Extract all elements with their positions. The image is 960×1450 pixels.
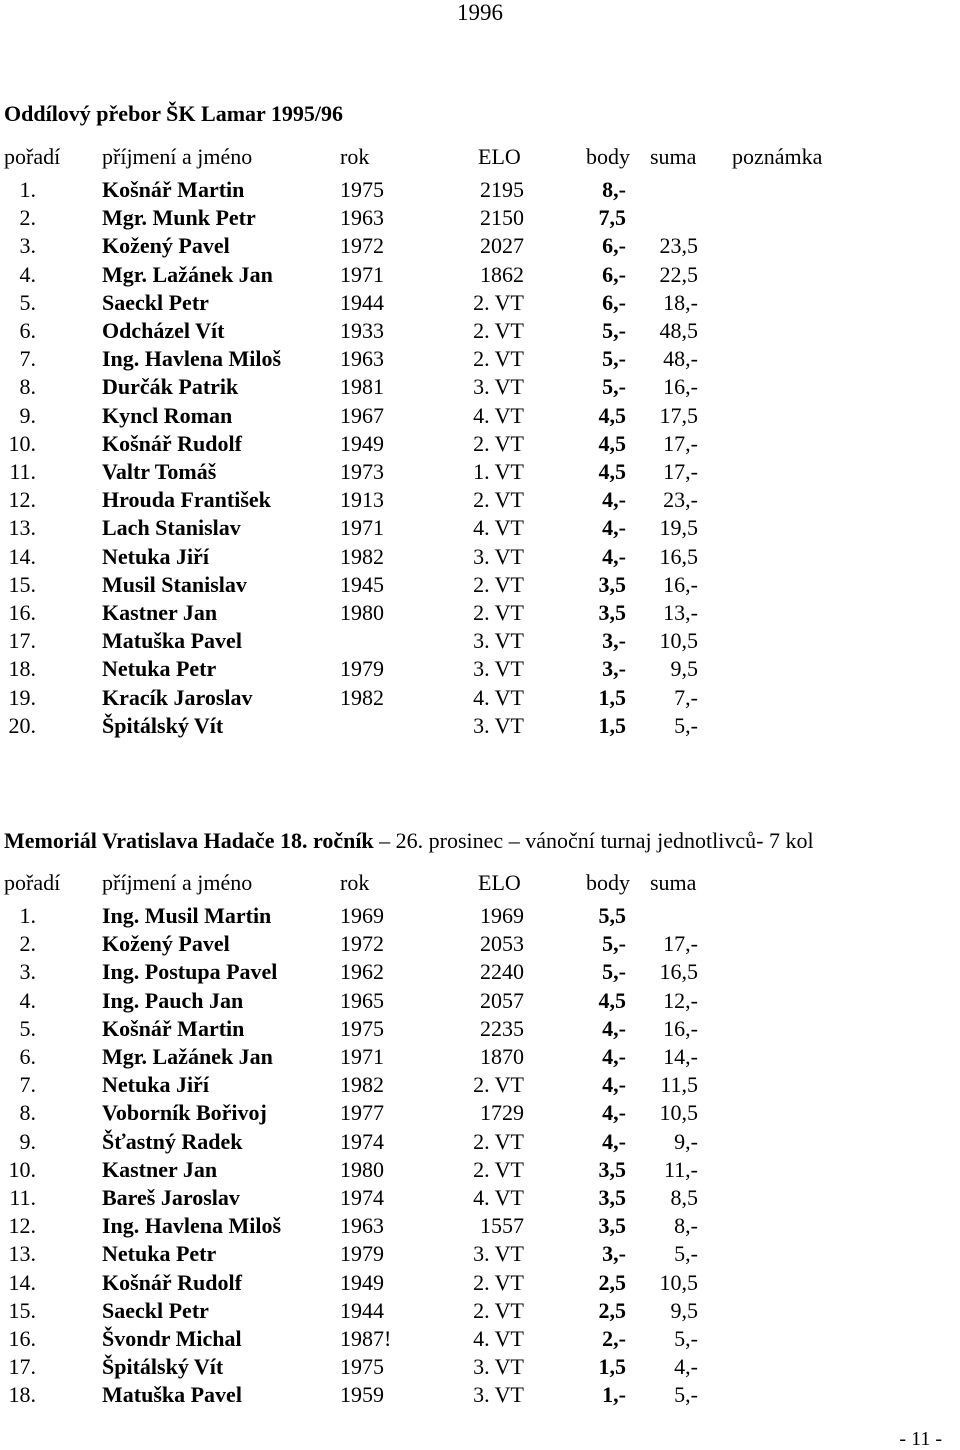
year-cell: 1963 — [340, 205, 384, 231]
elo-cell: 4. VT — [473, 1185, 524, 1210]
name-cell: Matuška Pavel — [102, 1382, 242, 1408]
name-cell: Netuka Jiří — [102, 543, 209, 569]
points-cell: 6,- — [602, 289, 626, 315]
year-cell: 1945 — [340, 571, 384, 597]
sum-cell: 22,5 — [659, 261, 698, 287]
sum-cell: 16,- — [663, 374, 698, 400]
rank-cell: 10. — [8, 430, 36, 456]
table-row — [0, 430, 960, 458]
table-row — [0, 373, 960, 401]
table-row — [0, 627, 960, 655]
year-cell: 1982 — [340, 543, 384, 569]
name-cell: Netuka Petr — [102, 656, 217, 682]
sum-cell: 48,5 — [659, 318, 698, 343]
table-row — [0, 599, 960, 627]
name-cell: Mgr. Lažánek Jan — [102, 1044, 273, 1069]
header-points: body — [586, 870, 630, 895]
points-cell: 3,5 — [598, 1156, 626, 1182]
points-cell: 4,- — [602, 1072, 626, 1098]
elo-cell: 2240 — [480, 959, 524, 985]
sum-cell: 48,- — [663, 346, 698, 372]
table-row — [0, 458, 960, 486]
name-cell: Mgr. Munk Petr — [102, 205, 256, 231]
points-cell: 3,5 — [598, 1185, 626, 1210]
elo-cell: 3. VT — [473, 374, 524, 400]
elo-cell: 2. VT — [473, 1297, 524, 1323]
year-cell: 1913 — [340, 487, 384, 513]
rank-cell: 14. — [8, 1269, 36, 1295]
elo-cell: 1. VT — [473, 459, 524, 484]
table-row — [0, 232, 960, 260]
name-cell: Kracík Jaroslav — [102, 684, 253, 710]
sum-cell: 10,5 — [659, 1100, 698, 1126]
name-cell: Netuka Jiří — [102, 1072, 209, 1098]
name-cell: Bareš Jaroslav — [102, 1185, 240, 1210]
rank-cell: 4. — [19, 987, 36, 1013]
elo-cell: 1557 — [480, 1213, 524, 1239]
year-cell: 1944 — [340, 289, 384, 315]
name-cell: Hrouda František — [102, 487, 271, 513]
name-cell: Voborník Bořivoj — [102, 1100, 267, 1126]
sum-cell: 5,- — [674, 712, 698, 738]
rank-cell: 6. — [19, 318, 36, 343]
year-cell: 1933 — [340, 318, 384, 343]
rank-cell: 16. — [8, 1326, 36, 1351]
points-cell: 1,5 — [598, 1354, 626, 1380]
elo-cell: 3. VT — [473, 543, 524, 569]
section2-title-bold: Memoriál Vratislava Hadače 18. ročník — [4, 828, 374, 853]
points-cell: 7,5 — [598, 205, 626, 231]
rank-cell: 4. — [19, 261, 36, 287]
points-cell: 5,5 — [598, 903, 626, 928]
table-row — [0, 204, 960, 232]
sum-cell: 13,- — [663, 600, 698, 625]
name-cell: Musil Stanislav — [102, 571, 247, 597]
year-cell: 1980 — [340, 1156, 384, 1182]
rank-cell: 3. — [19, 233, 36, 259]
name-cell: Netuka Petr — [102, 1241, 217, 1267]
points-cell: 5,- — [602, 374, 626, 400]
rank-cell: 18. — [8, 1382, 36, 1408]
name-cell: Ing. Postupa Pavel — [102, 959, 278, 985]
rank-cell: 14. — [8, 543, 36, 569]
table-row — [0, 930, 960, 958]
table-row — [0, 1297, 960, 1325]
year-cell: 1975 — [340, 1015, 384, 1041]
sum-cell: 8,- — [674, 1213, 698, 1239]
points-cell: 4,- — [602, 487, 626, 513]
points-cell: 5,- — [602, 959, 626, 985]
header-elo: ELO — [478, 144, 521, 169]
year-cell: 1977 — [340, 1100, 384, 1126]
year-cell: 1959 — [340, 1382, 384, 1408]
rank-cell: 5. — [19, 1015, 36, 1041]
page-number: - 11 - — [899, 1428, 942, 1450]
name-cell: Kyncl Roman — [102, 402, 233, 428]
rank-cell: 7. — [19, 1072, 36, 1098]
name-cell: Špitálský Vít — [102, 712, 224, 738]
elo-cell: 4. VT — [473, 684, 524, 710]
elo-cell: 2. VT — [473, 600, 524, 625]
sum-cell: 10,5 — [659, 628, 698, 654]
table-row — [0, 289, 960, 317]
points-cell: 4,5 — [598, 402, 626, 428]
points-cell: 4,5 — [598, 459, 626, 484]
sum-cell: 9,- — [674, 1128, 698, 1154]
elo-cell: 2. VT — [473, 487, 524, 513]
elo-cell: 4. VT — [473, 1326, 524, 1351]
elo-cell: 2235 — [480, 1015, 524, 1041]
table-row — [0, 1071, 960, 1099]
points-cell: 2,- — [602, 1326, 626, 1351]
header-note: poznámka — [732, 144, 823, 169]
name-cell: Ing. Havlena Miloš — [102, 346, 282, 372]
rank-cell: 8. — [19, 1100, 36, 1126]
rank-cell: 17. — [8, 1354, 36, 1380]
rank-cell: 9. — [19, 402, 36, 428]
rank-cell: 18. — [8, 656, 36, 682]
sum-cell: 12,- — [663, 987, 698, 1013]
name-cell: Kožený Pavel — [102, 931, 230, 957]
points-cell: 3,5 — [598, 600, 626, 625]
rank-cell: 6. — [19, 1044, 36, 1069]
sum-cell: 23,5 — [659, 233, 698, 259]
table-row — [0, 317, 960, 345]
points-cell: 2,5 — [598, 1269, 626, 1295]
name-cell: Lach Stanislav — [102, 515, 241, 541]
rank-cell: 1. — [19, 903, 36, 928]
elo-cell: 4. VT — [473, 515, 524, 541]
rank-cell: 10. — [8, 1156, 36, 1182]
year-cell: 1981 — [340, 374, 384, 400]
sum-cell: 11,- — [663, 1156, 698, 1182]
name-cell: Švondr Michal — [102, 1326, 242, 1351]
elo-cell: 2150 — [480, 205, 524, 231]
name-cell: Košnář Martin — [102, 177, 245, 202]
elo-cell: 2. VT — [473, 1269, 524, 1295]
rank-cell: 7. — [19, 346, 36, 372]
year-cell: 1982 — [340, 1072, 384, 1098]
elo-cell: 2. VT — [473, 318, 524, 343]
table-row — [0, 486, 960, 514]
elo-cell: 2. VT — [473, 346, 524, 372]
elo-cell: 3. VT — [473, 628, 524, 654]
year-cell: 1969 — [340, 903, 384, 928]
rank-cell: 8. — [19, 374, 36, 400]
table-row — [0, 902, 960, 930]
sum-cell: 17,- — [663, 931, 698, 957]
sum-cell: 18,- — [663, 289, 698, 315]
elo-cell: 3. VT — [473, 1241, 524, 1267]
name-cell: Matuška Pavel — [102, 628, 242, 654]
points-cell: 6,- — [602, 233, 626, 259]
elo-cell: 3. VT — [473, 1354, 524, 1380]
year-cell: 1982 — [340, 684, 384, 710]
points-cell: 6,- — [602, 261, 626, 287]
table-row — [0, 684, 960, 712]
rank-cell: 2. — [19, 931, 36, 957]
rank-cell: 13. — [8, 515, 36, 541]
header-year: rok — [340, 870, 370, 895]
sum-cell: 16,- — [663, 571, 698, 597]
elo-cell: 1862 — [480, 261, 524, 287]
table-row — [0, 402, 960, 430]
year-cell: 1962 — [340, 959, 384, 985]
points-cell: 4,5 — [598, 987, 626, 1013]
points-cell: 4,- — [602, 1015, 626, 1041]
rank-cell: 20. — [8, 712, 36, 738]
rank-cell: 9. — [19, 1128, 36, 1154]
year-cell: 1971 — [340, 515, 384, 541]
sum-cell: 17,- — [663, 459, 698, 484]
name-cell: Kastner Jan — [102, 600, 218, 625]
sum-cell: 16,5 — [659, 959, 698, 985]
year-cell: 1963 — [340, 346, 384, 372]
sum-cell: 19,5 — [659, 515, 698, 541]
rank-cell: 13. — [8, 1241, 36, 1267]
section2-title-rest: – 26. prosinec – vánoční turnaj jednotlivců- 7 kol — [373, 828, 814, 853]
name-cell: Valtr Tomáš — [102, 459, 217, 484]
elo-cell: 3. VT — [473, 712, 524, 738]
year-cell: 1971 — [340, 261, 384, 287]
elo-cell: 1870 — [480, 1044, 524, 1069]
elo-cell: 2. VT — [473, 571, 524, 597]
elo-cell: 2027 — [480, 233, 524, 259]
name-cell: Kožený Pavel — [102, 233, 230, 259]
table-row — [0, 1184, 960, 1212]
rank-cell: 15. — [8, 571, 36, 597]
table-row — [0, 1043, 960, 1071]
sum-cell: 11,5 — [660, 1072, 698, 1098]
section1-header-row — [0, 143, 960, 171]
sum-cell: 9,5 — [670, 1297, 698, 1323]
elo-cell: 2. VT — [473, 289, 524, 315]
rank-cell: 1. — [19, 177, 36, 202]
points-cell: 4,- — [602, 1100, 626, 1126]
table-row — [0, 543, 960, 571]
rank-cell: 15. — [8, 1297, 36, 1323]
year-cell: 1963 — [340, 1213, 384, 1239]
elo-cell: 3. VT — [473, 656, 524, 682]
header-elo: ELO — [478, 870, 521, 895]
year-cell: 1979 — [340, 1241, 384, 1267]
table-row — [0, 712, 960, 740]
points-cell: 3,5 — [598, 1213, 626, 1239]
year-cell: 1975 — [340, 1354, 384, 1380]
header-sum: suma — [650, 144, 697, 169]
rank-cell: 19. — [8, 684, 36, 710]
rank-cell: 11. — [9, 459, 36, 484]
header-year: rok — [340, 144, 370, 169]
points-cell: 5,- — [602, 931, 626, 957]
table-row — [0, 261, 960, 289]
section2-header-row — [0, 869, 960, 897]
name-cell: Šťastný Radek — [102, 1128, 243, 1154]
sum-cell: 5,- — [674, 1382, 698, 1408]
points-cell: 4,- — [602, 1128, 626, 1154]
elo-cell: 2. VT — [473, 1156, 524, 1182]
elo-cell: 2057 — [480, 987, 524, 1013]
header-sum: suma — [650, 870, 697, 895]
table-row — [0, 176, 960, 204]
name-cell: Ing. Havlena Miloš — [102, 1213, 282, 1239]
name-cell: Košnář Rudolf — [102, 430, 242, 456]
points-cell: 1,5 — [598, 684, 626, 710]
table-row — [0, 958, 960, 986]
points-cell: 4,- — [602, 1044, 626, 1069]
table-row — [0, 1156, 960, 1184]
sum-cell: 4,- — [674, 1354, 698, 1380]
rank-cell: 12. — [8, 487, 36, 513]
table-row — [0, 1099, 960, 1127]
year-cell: 1987! — [340, 1326, 392, 1351]
year-cell: 1967 — [340, 402, 384, 428]
table-row — [0, 571, 960, 599]
points-cell: 3,- — [602, 1241, 626, 1267]
name-cell: Saeckl Petr — [102, 289, 209, 315]
sum-cell: 23,- — [663, 487, 698, 513]
sum-cell: 14,- — [663, 1044, 698, 1069]
sum-cell: 17,- — [663, 430, 698, 456]
name-cell: Špitálský Vít — [102, 1354, 224, 1380]
table-row — [0, 1240, 960, 1268]
points-cell: 4,- — [602, 543, 626, 569]
year-cell: 1972 — [340, 233, 384, 259]
name-cell: Durčák Patrik — [102, 374, 239, 400]
points-cell: 3,- — [602, 628, 626, 654]
elo-cell: 2053 — [480, 931, 524, 957]
sum-cell: 16,- — [663, 1015, 698, 1041]
name-cell: Košnář Martin — [102, 1015, 245, 1041]
header-name: příjmení a jméno — [102, 144, 253, 169]
year-cell: 1971 — [340, 1044, 384, 1069]
year-cell: 1974 — [340, 1185, 384, 1210]
elo-cell: 2195 — [480, 177, 524, 202]
rank-cell: 2. — [19, 205, 36, 231]
elo-cell: 4. VT — [473, 402, 524, 428]
sum-cell: 17,5 — [659, 402, 698, 428]
table-row — [0, 514, 960, 542]
name-cell: Saeckl Petr — [102, 1297, 209, 1323]
elo-cell: 2. VT — [473, 1128, 524, 1154]
name-cell: Odcházel Vít — [102, 318, 225, 343]
table-row — [0, 1269, 960, 1297]
header-rank: pořadí — [4, 870, 61, 895]
points-cell: 3,- — [602, 656, 626, 682]
elo-cell: 2. VT — [473, 430, 524, 456]
table-row — [0, 1381, 960, 1409]
table-row — [0, 1325, 960, 1353]
table-row — [0, 345, 960, 373]
name-cell: Košnář Rudolf — [102, 1269, 242, 1295]
sum-cell: 7,- — [674, 684, 698, 710]
points-cell: 2,5 — [598, 1297, 626, 1323]
header-rank: pořadí — [4, 144, 61, 169]
elo-cell: 1969 — [480, 903, 524, 928]
elo-cell: 2. VT — [473, 1072, 524, 1098]
points-cell: 1,5 — [598, 712, 626, 738]
rank-cell: 16. — [8, 600, 36, 625]
sum-cell: 5,- — [674, 1326, 698, 1351]
points-cell: 4,- — [602, 515, 626, 541]
year-cell: 1949 — [340, 1269, 384, 1295]
year-cell: 1980 — [340, 600, 384, 625]
points-cell: 8,- — [602, 177, 626, 202]
points-cell: 5,- — [602, 318, 626, 343]
sum-cell: 10,5 — [659, 1269, 698, 1295]
points-cell: 1,- — [602, 1382, 626, 1408]
year-cell: 1972 — [340, 931, 384, 957]
year-cell: 1975 — [340, 177, 384, 202]
section2-title — [4, 828, 814, 854]
table-row — [0, 655, 960, 683]
table-row — [0, 1128, 960, 1156]
year-cell: 1979 — [340, 656, 384, 682]
table-row — [0, 1015, 960, 1043]
points-cell: 5,- — [602, 346, 626, 372]
table-row — [0, 1353, 960, 1381]
rank-cell: 11. — [9, 1185, 36, 1210]
table-row — [0, 1212, 960, 1240]
sum-cell: 5,- — [674, 1241, 698, 1267]
name-cell: Mgr. Lažánek Jan — [102, 261, 273, 287]
name-cell: Ing. Pauch Jan — [102, 987, 244, 1013]
rank-cell: 3. — [19, 959, 36, 985]
page-year: 1996 — [457, 0, 503, 25]
header-name: příjmení a jméno — [102, 870, 253, 895]
elo-cell: 3. VT — [473, 1382, 524, 1408]
points-cell: 3,5 — [598, 571, 626, 597]
table-row — [0, 987, 960, 1015]
sum-cell: 16,5 — [659, 543, 698, 569]
sum-cell: 8,5 — [670, 1185, 698, 1210]
header-points: body — [586, 144, 630, 169]
year-cell: 1973 — [340, 459, 384, 484]
section1-title: Oddílový přebor ŠK Lamar 1995/96 — [4, 101, 344, 126]
year-cell: 1949 — [340, 430, 384, 456]
rank-cell: 12. — [8, 1213, 36, 1239]
rank-cell: 5. — [19, 289, 36, 315]
year-cell: 1974 — [340, 1128, 384, 1154]
sum-cell: 9,5 — [670, 656, 698, 682]
points-cell: 4,5 — [598, 430, 626, 456]
year-cell: 1965 — [340, 987, 384, 1013]
elo-cell: 1729 — [480, 1100, 524, 1126]
name-cell: Ing. Musil Martin — [102, 903, 272, 928]
rank-cell: 17. — [8, 628, 36, 654]
name-cell: Kastner Jan — [102, 1156, 218, 1182]
year-cell: 1944 — [340, 1297, 384, 1323]
